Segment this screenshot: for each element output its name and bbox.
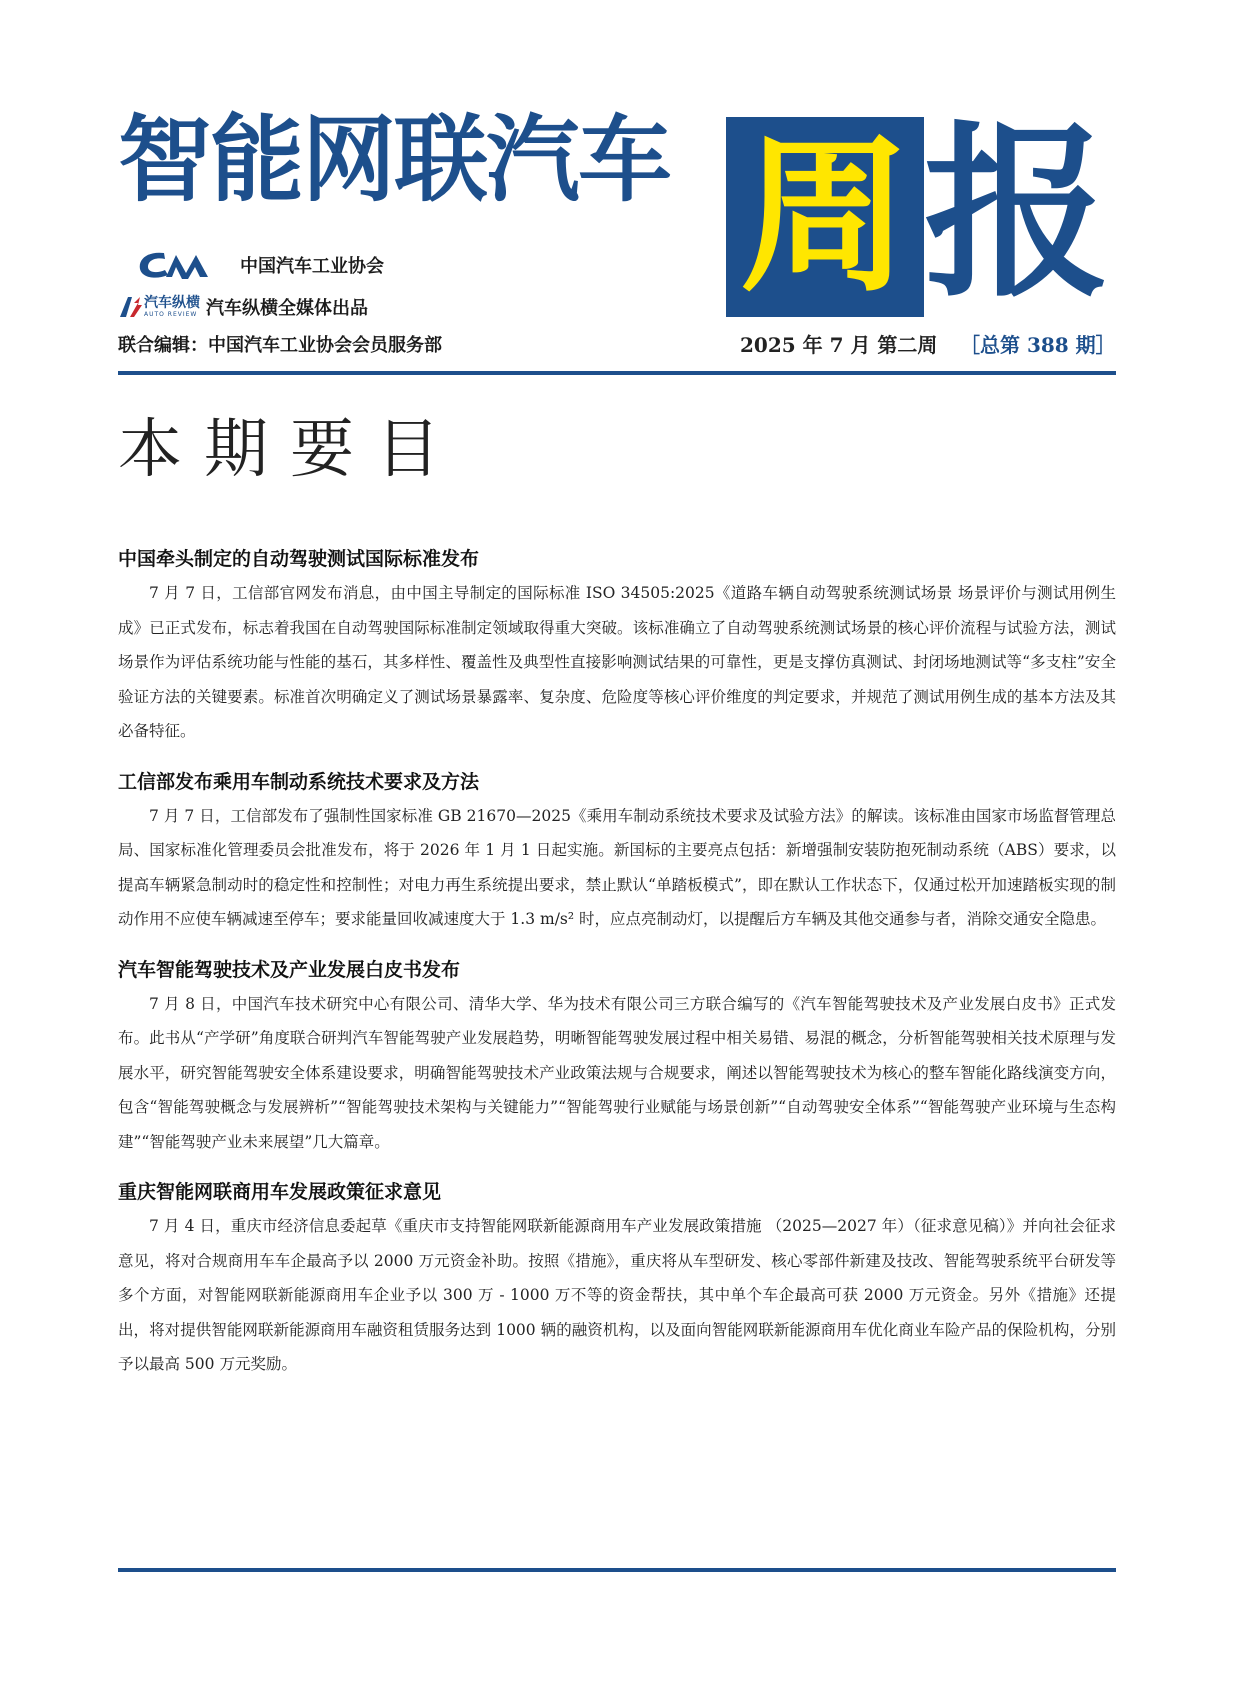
section-heading: 本期要目 bbox=[118, 413, 462, 487]
masthead-zhou-box bbox=[726, 117, 924, 317]
cam-logo-icon bbox=[134, 247, 220, 283]
masthead-title: 智能网联汽车 bbox=[118, 106, 671, 215]
article-body: 7 月 4 日，重庆市经济信息委起草《重庆市支持智能网联新能源商用车产业发展政策措施 （2025—2027 年）（征求意见稿）》并向社会征求意见，将对合规商用车车企最高予以 2000 万元资金补助。按照《措施》，重庆将从车型研发、核心零部件新建及技改、智能驾驶系统平台研发等多个方面，对智能网联新能源商用车企业予以 300 万 - 1000 万不等的资金帮扶，其中单个车企最高可获 2000 万元资金。另外《措施》还提出，将对提供智能网联新能源商用车融资租赁服务达到 1000 辆的融资机构，以及面向智能网联新能源商用车优化商业车险产品的保险机构，分别予以最高 500 万元奖励。 bbox=[118, 1217, 1116, 1373]
article-title: 工信部发布乘用车制动系统技术要求及方法 bbox=[118, 770, 480, 793]
auto-review-mark-icon bbox=[118, 295, 142, 319]
footer-divider bbox=[118, 1568, 1116, 1572]
joint-editor: 联合编辑：中国汽车工业协会会员服务部 bbox=[118, 335, 442, 356]
issue-date: 2025 年 7 月 第二周 bbox=[740, 333, 938, 357]
auto-review-logo-cn: 汽车纵横 bbox=[144, 295, 200, 311]
article-item bbox=[118, 767, 1116, 937]
article-list bbox=[118, 544, 1116, 1400]
auto-review-logo bbox=[118, 295, 200, 319]
article-title: 中国牵头制定的自动驾驶测试国际标准发布 bbox=[118, 548, 480, 570]
article-body: 7 月 7 日，工信部发布了强制性国家标准 GB 21670—2025《乘用车制动系统技术要求及试验方法》的解读。该标准由国家市场监督管理总局、国家标准化管理委员会批准发布，将于 2026 年 1 月 1 日起实施。新国标的主要亮点包括：新增强制安装防抱死制动系统（ABS）要求，以提高车辆紧急制动时的稳定性和控制性；对电力再生系统提出要求，禁止默认“单踏板模式”，即在默认工作状态下，仅通过松开加速踏板实现的制动作用不应使车辆减速至停车；要求能量回收减速度大于 1.3 m/s² 时，应点亮制动灯，以提醒后方车辆及其他交通参与者，消除交通安全隐患。 bbox=[118, 806, 1116, 928]
article-title: 重庆智能网联商用车发展政策征求意见 bbox=[118, 1181, 442, 1203]
article-body: 7 月 8 日，中国汽车技术研究中心有限公司、清华大学、华为技术有限公司三方联合编写的《汽车智能驾驶技术及产业发展白皮书》正式发布。此书从“产学研”角度联合研判汽车智能驾驶产业发展趋势，明晰智能驾驶发展过程中相关易错、易混的概念，分析智能驾驶相关技术原理与发展水平，研究智能驾驶安全体系建设要求，明确智能驾驶技术产业政策法规与合规要求，阐述以智能驾驶技术为核心的整车智能化路线演变方向，包含“智能驾驶概念与发展辨析”“智能驾驶技术架构与关键能力”“智能驾驶行业赋能与场景创新”“自动驾驶安全体系”“智能驾驶产业环境与生态构建”“智能驾驶产业未来展望”几大篇章。 bbox=[118, 994, 1116, 1151]
article-item bbox=[118, 1177, 1116, 1382]
article-title: 汽车智能驾驶技术及产业发展白皮书发布 bbox=[118, 958, 461, 981]
issue-number: ［总第 388 期］ bbox=[960, 333, 1116, 357]
article-body: 7 月 7 日，工信部官网发布消息，由中国主导制定的国际标准 ISO 34505:2025《道路车辆自动驾驶系统测试场景 场景评价与测试用例生成》已正式发布，标志着我国在自动驾驶国际标准制定领域取得重大突破。该标准确立了自动驾驶系统测试场景的核心评价流程与试验方法，测试场景作为评估系统功能与性能的基石，其多样性、覆盖性及典型性直接影响测试结果的可靠性，更是支撑仿真测试、封闭场地测试等“多支柱”安全验证方法的关键要素。标准首次明确定义了测试场景暴露率、复杂度、危险度等核心评价维度的判定要求，并规范了测试用例生成的基本方法及其必备特征。 bbox=[118, 584, 1116, 740]
masthead-bao-char: 报 bbox=[923, 103, 1110, 322]
org-name: 中国汽车工业协会 bbox=[240, 256, 384, 277]
header-divider bbox=[118, 371, 1116, 375]
org-logo-row bbox=[118, 247, 384, 283]
publisher-credit: 汽车纵横全媒体出品 bbox=[206, 298, 368, 319]
auto-review-logo-en: AUTO REVIEW bbox=[144, 311, 198, 318]
publisher-row bbox=[118, 291, 368, 323]
article-item bbox=[118, 544, 1116, 749]
masthead-zhou-char: 周 bbox=[739, 118, 910, 316]
article-item bbox=[118, 955, 1116, 1160]
